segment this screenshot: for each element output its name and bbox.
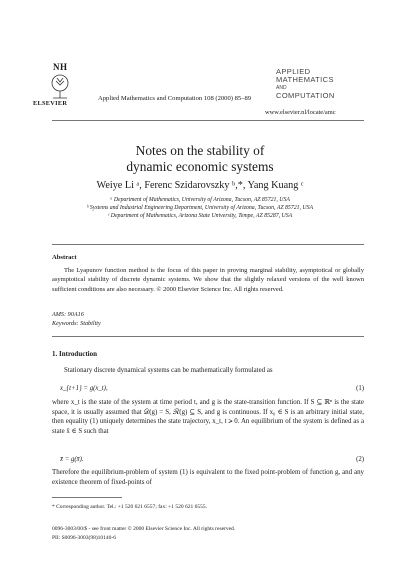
equation-1 <box>60 385 364 392</box>
publisher-name: ELSEVIER <box>33 100 68 107</box>
section-heading: 1. Introduction <box>52 350 97 358</box>
affiliation-c: ᶜ Department of Mathematics, Arizona State University, Tempe, AZ 85287, USA <box>107 213 293 219</box>
footer-pii: PII: S0096-3003(98)10140-6 <box>52 535 117 541</box>
keywords: Keywords: Stability <box>52 320 101 327</box>
intro-paragraph-3: Therefore the equilibrium-problem of system (1) is equivalent to the fixed point-problem of function g, and any existence theorem of fixed-points of <box>52 469 364 486</box>
author-list: Weiye Li ᵃ, Ferenc Szidarovszky ᵇ,*, Yang Kuang ᶜ <box>96 180 304 191</box>
publisher-mark: NH <box>53 62 68 72</box>
journal-logo-line-3: AND <box>276 85 287 91</box>
equation-2-text: x̄ = g(x̄). <box>60 456 84 463</box>
intro-paragraph-2: where x_t is the state of the system at time period t, and g is the state-transition function. If S ⊆ ℝⁿ is the state space, it is usually assumed that 𝒟(g) = S, ℛ(g) ⊆ S, and g is continuous. If x₀ ∈ S is an arbitrary initial state, then equality (1) uniquely determines the state trajectory, x_t, t ⩾ 0. An equilibrium of the system is defined as a state x̄ ∈ S such that <box>52 399 364 435</box>
footnote-rule <box>52 497 122 498</box>
affiliation-b: ᵇ Systems and Industrial Engineering Department, University of Arizona, Tucson, AZ 85721, USA <box>86 205 314 211</box>
ams-code: AMS: 90A16 <box>52 311 84 318</box>
equation-2-number: (2) <box>356 456 364 463</box>
journal-logo <box>276 68 366 100</box>
journal-citation: Applied Mathematics and Computation 108 (2000) 85–89 <box>98 95 252 102</box>
footer-copyright: 0096-3003/00/$ - see front matter © 2000 Elsevier Science Inc. All rights reserved. <box>52 526 236 532</box>
journal-logo-line-2: MATHEMATICS <box>276 75 334 84</box>
tree-emblem-icon <box>47 73 73 99</box>
header-rule <box>52 120 364 121</box>
journal-url[interactable]: www.elsevier.nl/locate/amc <box>265 109 336 116</box>
affiliation-a: ᵃ Department of Mathematics, University of Arizona, Tucson, AZ 85721, USA <box>110 197 290 203</box>
abstract-heading: Abstract <box>52 254 77 261</box>
journal-logo-line-4: COMPUTATION <box>276 91 335 100</box>
equation-1-text: x_{t+1} = g(x_t), <box>60 385 108 392</box>
equation-2 <box>60 456 364 463</box>
paper-title <box>0 143 400 175</box>
journal-logo-line-1: APPLIED <box>276 67 311 76</box>
abstract-top-rule <box>52 244 364 245</box>
abstract-bottom-rule <box>52 336 364 337</box>
abstract-text: The Lyapunov function method is the focus of this paper in proving marginal stability, asymptotical or globally asymptotical stability of discrete dynamic systems. We show that the slightly relaxed versions of the well known sufficient conditions are also necessary. © 2000 Elsevier Science Inc. All rights reserved. <box>52 267 364 293</box>
paper-title-text: Notes on the stability of dynamic economic systems <box>126 143 274 174</box>
intro-paragraph-1: Stationary discrete dynamical systems can be mathematically formulated as <box>64 367 273 374</box>
equation-1-number: (1) <box>356 385 364 392</box>
footnote: * Corresponding author. Tel.: +1 520 621 6557; fax: +1 520 621 6555. <box>52 504 207 510</box>
